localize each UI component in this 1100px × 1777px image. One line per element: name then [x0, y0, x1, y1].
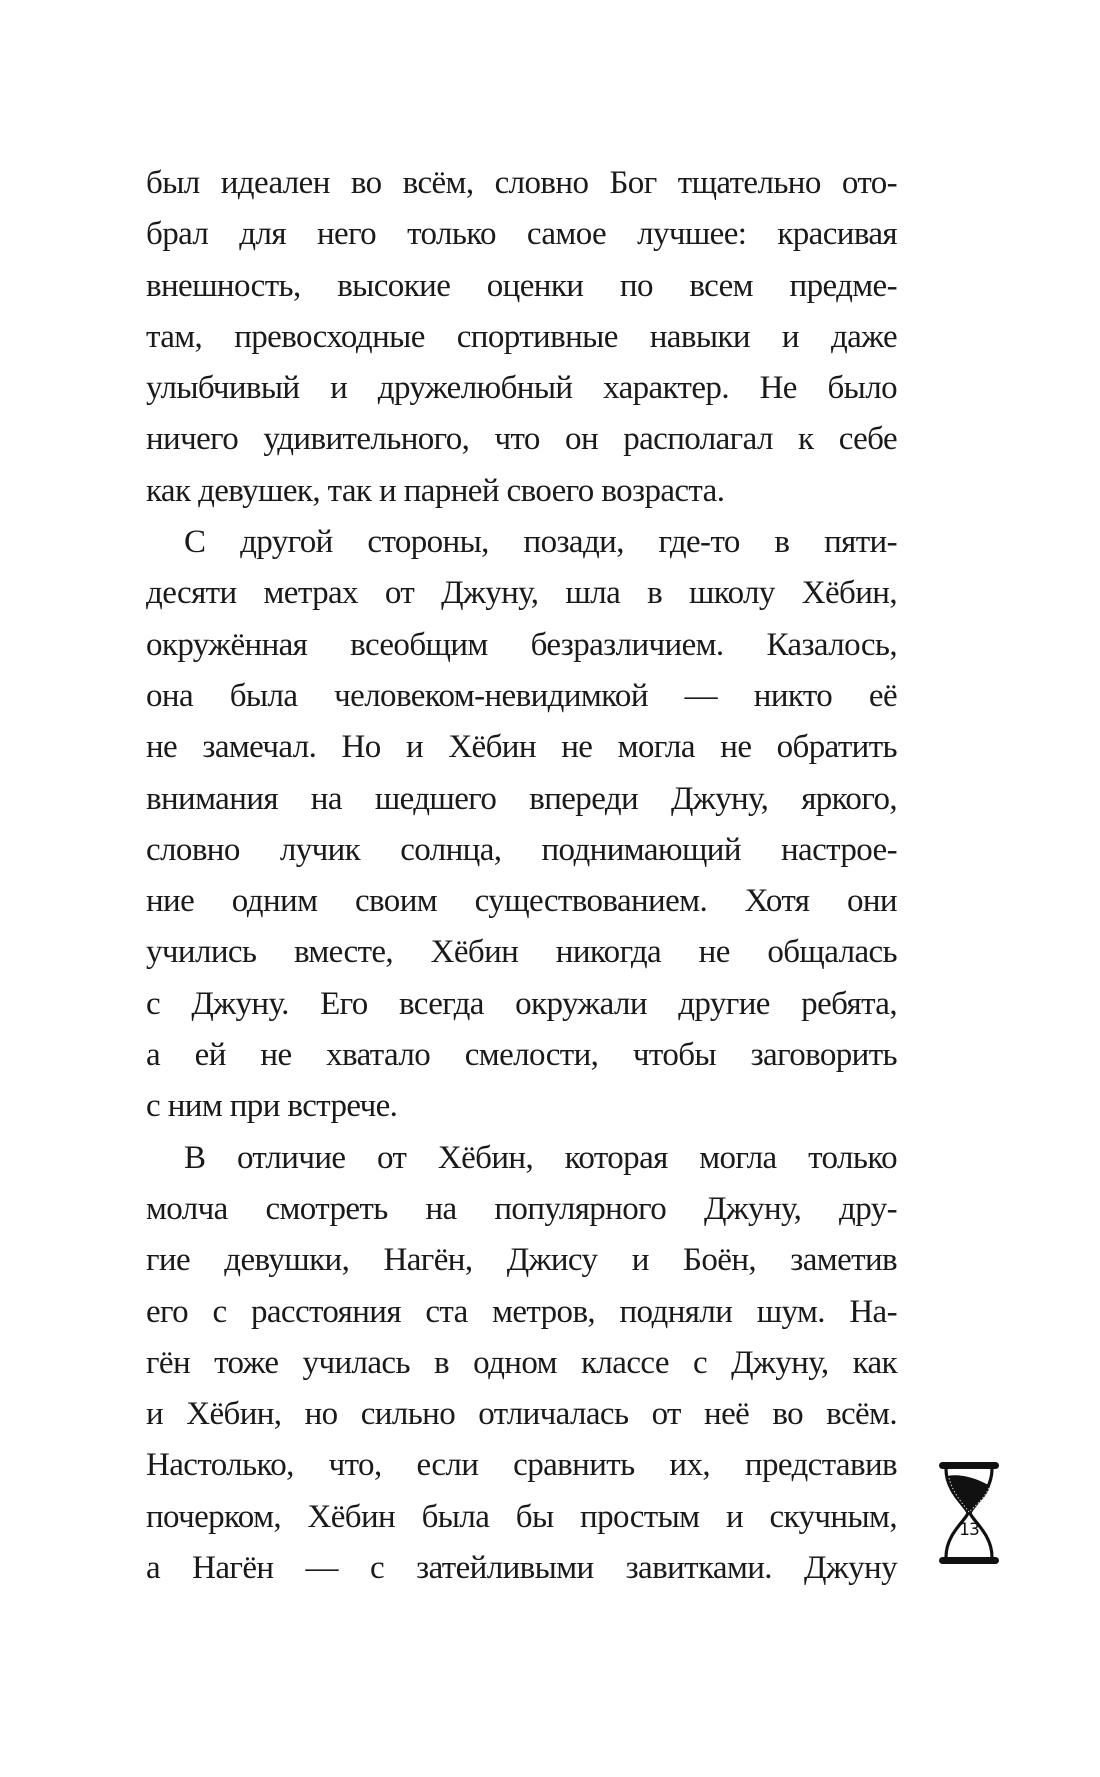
- text-line: словно лучик солнца, поднимающий настрое-: [146, 831, 897, 868]
- text-line: там, превосходные спортивные навыки и даже: [146, 318, 897, 355]
- paragraph: [146, 158, 897, 517]
- paragraph: [146, 517, 897, 1133]
- text-line: она была человеком-невидимкой — никто её: [146, 677, 897, 714]
- text-line: гие девушки, Нагён, Джису и Боён, заметив: [146, 1242, 897, 1279]
- text-line: ние одним своим существованием. Хотя они: [146, 883, 897, 920]
- page-number-marker: [937, 1462, 1001, 1564]
- text-line: внимания на шедшего впереди Джуну, яркого,: [146, 780, 897, 817]
- text-line: брал для него только самое лучшее: красивая: [146, 216, 897, 253]
- text-line: окружённая всеобщим безразличием. Казалось,: [146, 626, 897, 663]
- text-line: Настолько, что, если сравнить их, представив: [146, 1447, 897, 1484]
- page-number: 13: [959, 1520, 979, 1540]
- text-line: улыбчивый и дружелюбный характер. Не было: [146, 370, 897, 407]
- hourglass-icon: [937, 1462, 1001, 1564]
- text-line: С другой стороны, позади, где-то в пяти-: [184, 524, 897, 561]
- text-line: десяти метрах от Джуну, шла в школу Хёбин,: [146, 575, 897, 612]
- paragraph: [146, 1133, 897, 1595]
- text-line: а ей не хватало смелости, чтобы заговорить: [146, 1037, 897, 1074]
- text-line: молча смотреть на популярного Джуну, дру-: [146, 1190, 897, 1227]
- text-line: с Джуну. Его всегда окружали другие ребята,: [146, 985, 897, 1022]
- text-line: был идеален во всём, словно Бог тщательно ото-: [146, 165, 897, 201]
- text-line: ничего удивительного, что он располагал к себе: [146, 421, 897, 458]
- text-line: В отличие от Хёбин, которая могла только: [184, 1139, 897, 1176]
- text-line: почерком, Хёбин была бы простым и скучным,: [146, 1498, 897, 1535]
- text-line: его с расстояния ста метров, подняли шум. На-: [146, 1293, 897, 1330]
- text-line: с ним при встрече.: [146, 1088, 398, 1125]
- text-line: внешность, высокие оценки по всем предме-: [146, 267, 897, 304]
- body-text: [146, 158, 897, 1594]
- text-line: и Хёбин, но сильно отличалась от неё во всём.: [146, 1396, 897, 1433]
- text-line: как девушек, так и парней своего возраста.: [146, 472, 725, 509]
- text-line: не замечал. Но и Хёбин не могла не обратить: [146, 729, 897, 766]
- text-line: а Нагён — с затейливыми завитками. Джуну: [146, 1550, 897, 1587]
- text-line: учились вместе, Хёбин никогда не общалась: [146, 934, 897, 971]
- text-line: гён тоже училась в одном классе с Джуну, как: [146, 1344, 897, 1381]
